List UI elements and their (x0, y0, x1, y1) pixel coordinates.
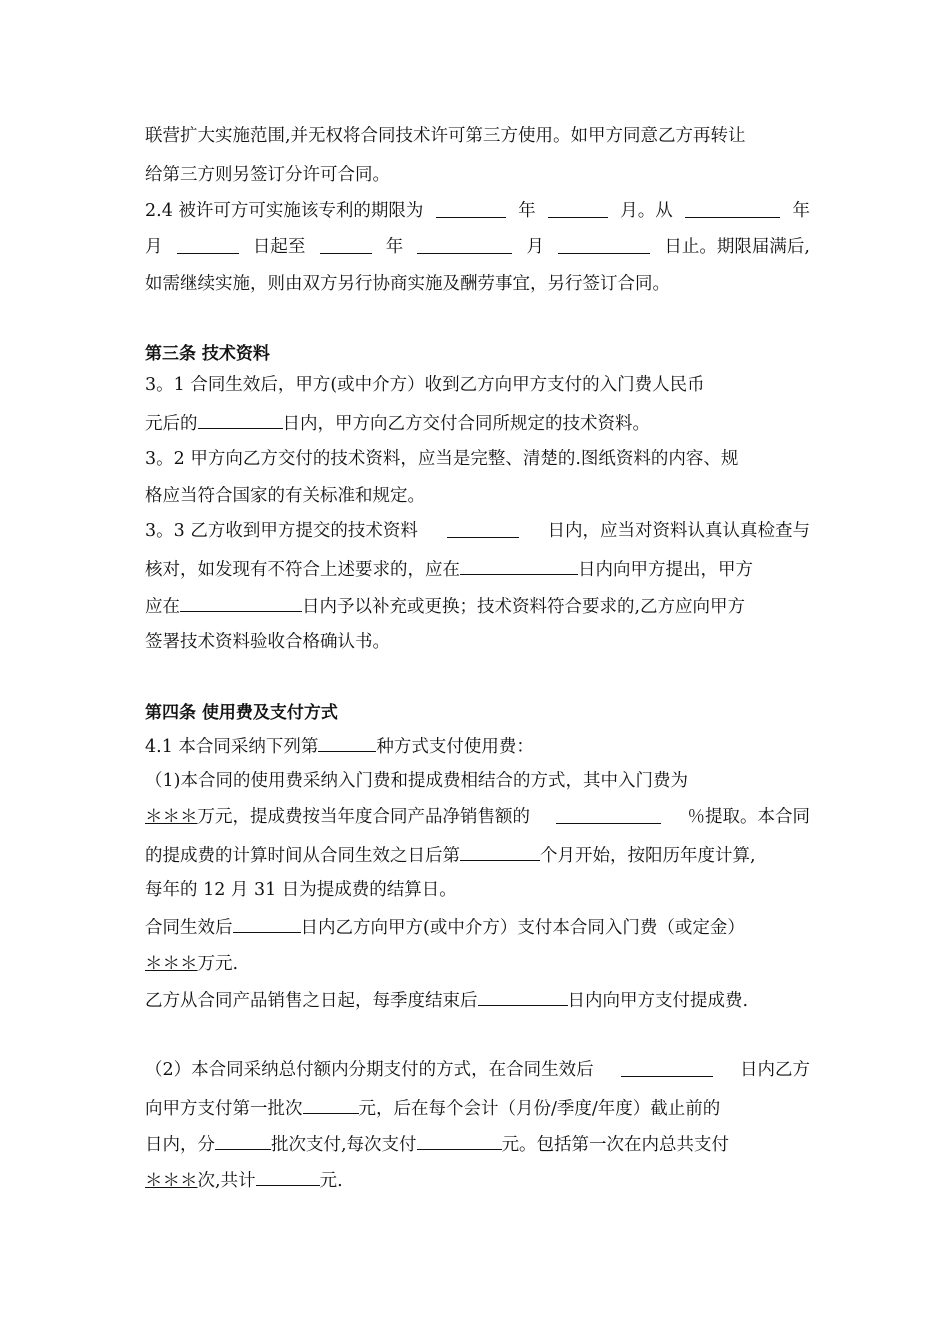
blank-field[interactable] (558, 235, 650, 254)
option-1-line: 乙方从合同产品销售之日起，每季度结束后 日内向甲方支付提成费. (145, 987, 810, 1013)
option-2-line: 向甲方支付第一批次 元，后在每个会计（月份/季度/年度）截止前的 (145, 1095, 810, 1121)
blank-field[interactable] (621, 1058, 713, 1077)
clause-2-3-line: 联营扩大实施范围,并无权将合同技术许可第三方使用。如甲方同意乙方再转让 (145, 126, 746, 146)
option-1-line: 的提成费的计算时间从合同生效之日后第 个月开始，按阳历年度计算, (145, 842, 810, 868)
option-1-line: 每年的 12 月 31 日为提成费的结算日。 (145, 880, 457, 900)
blank-field[interactable] (215, 1131, 271, 1150)
clause-2-4-line: 2.4 被许可方可实施该专利的期限为 年 月。从 年 (145, 201, 810, 221)
blank-field[interactable] (417, 235, 512, 254)
option-1-line: （1)本合同的使用费采纳入门费和提成费相结合的方式，其中入门费为 (145, 771, 688, 791)
clause-2-3-line: 给第三方则另签订分许可合同。 (145, 165, 390, 185)
option-2-line: ＊＊＊次,共计 元. (145, 1167, 810, 1193)
option-1-line: 合同生效后 日内乙方向甲方(或中介方）支付本合同入门费（或定金） (145, 914, 810, 940)
blank-field[interactable] (320, 235, 372, 254)
clause-2-4-line: 如需继续实施，则由双方另行协商实施及酬劳事宜，另行签订合同。 (145, 274, 670, 294)
blank-field[interactable] (180, 593, 302, 612)
blank-field[interactable] (177, 235, 239, 254)
blank-field[interactable] (303, 1095, 359, 1114)
blank-field[interactable] (548, 199, 608, 218)
blank-field[interactable] (447, 519, 519, 538)
blank-field[interactable] (417, 1131, 502, 1150)
clause-3-3-line: 3。3 乙方收到甲方提交的技术资料 日内，应当对资料认真认真检查与 (145, 521, 810, 541)
blank-field[interactable] (318, 733, 376, 752)
option-2-line: （2）本合同采纳总付额内分期支付的方式，在合同生效后 日内乙方 (145, 1060, 810, 1080)
blank-field[interactable] (198, 410, 283, 429)
blank-field[interactable] (233, 914, 301, 933)
clause-3-2-line: 格应当符合国家的有关标准和规定。 (145, 486, 425, 506)
clause-3-3-line: 应在 日内予以补充或更换；技术资料符合要求的,乙方应向甲方 (145, 593, 810, 619)
clause-3-2-line: 3。2 甲方向乙方交付的技术资料，应当是完整、清楚的.图纸资料的内容、规 (145, 449, 739, 469)
blank-field[interactable] (685, 199, 780, 218)
clause-3-3-line: 签署技术资料验收合格确认书。 (145, 632, 390, 652)
blank-field[interactable] (436, 199, 506, 218)
section-4-heading: 第四条 使用费及支付方式 (145, 703, 338, 723)
option-1-line: ＊＊＊万元，提成费按当年度合同产品净销售额的 ％提取。本合同 (145, 807, 810, 827)
blank-field[interactable] (460, 842, 540, 861)
option-1-line: ＊＊＊万元. (145, 954, 239, 974)
clause-2-4-line: 月 日起至 年 月 日止。期限届满后, (145, 237, 810, 257)
blank-field[interactable] (478, 987, 568, 1006)
blank-field[interactable] (460, 556, 578, 575)
clause-4-1-line: 4.1 本合同采纳下列第 种方式支付使用费： (145, 733, 810, 759)
option-2-line: 日内，分 批次支付,每次支付 元。包括第一次在内总共支付 (145, 1131, 810, 1157)
blank-field[interactable] (256, 1167, 320, 1186)
clause-3-3-line: 核对，如发现有不符合上述要求的，应在 日内向甲方提出，甲方 (145, 556, 810, 582)
section-3-heading: 第三条 技术资料 (145, 344, 270, 364)
clause-3-1-line: 3。1 合同生效后，甲方(或中介方）收到乙方向甲方支付的入门费人民币 (145, 375, 705, 395)
blank-field[interactable] (556, 805, 661, 824)
clause-3-1-line: 元后的 日内，甲方向乙方交付合同所规定的技术资料。 (145, 410, 810, 436)
